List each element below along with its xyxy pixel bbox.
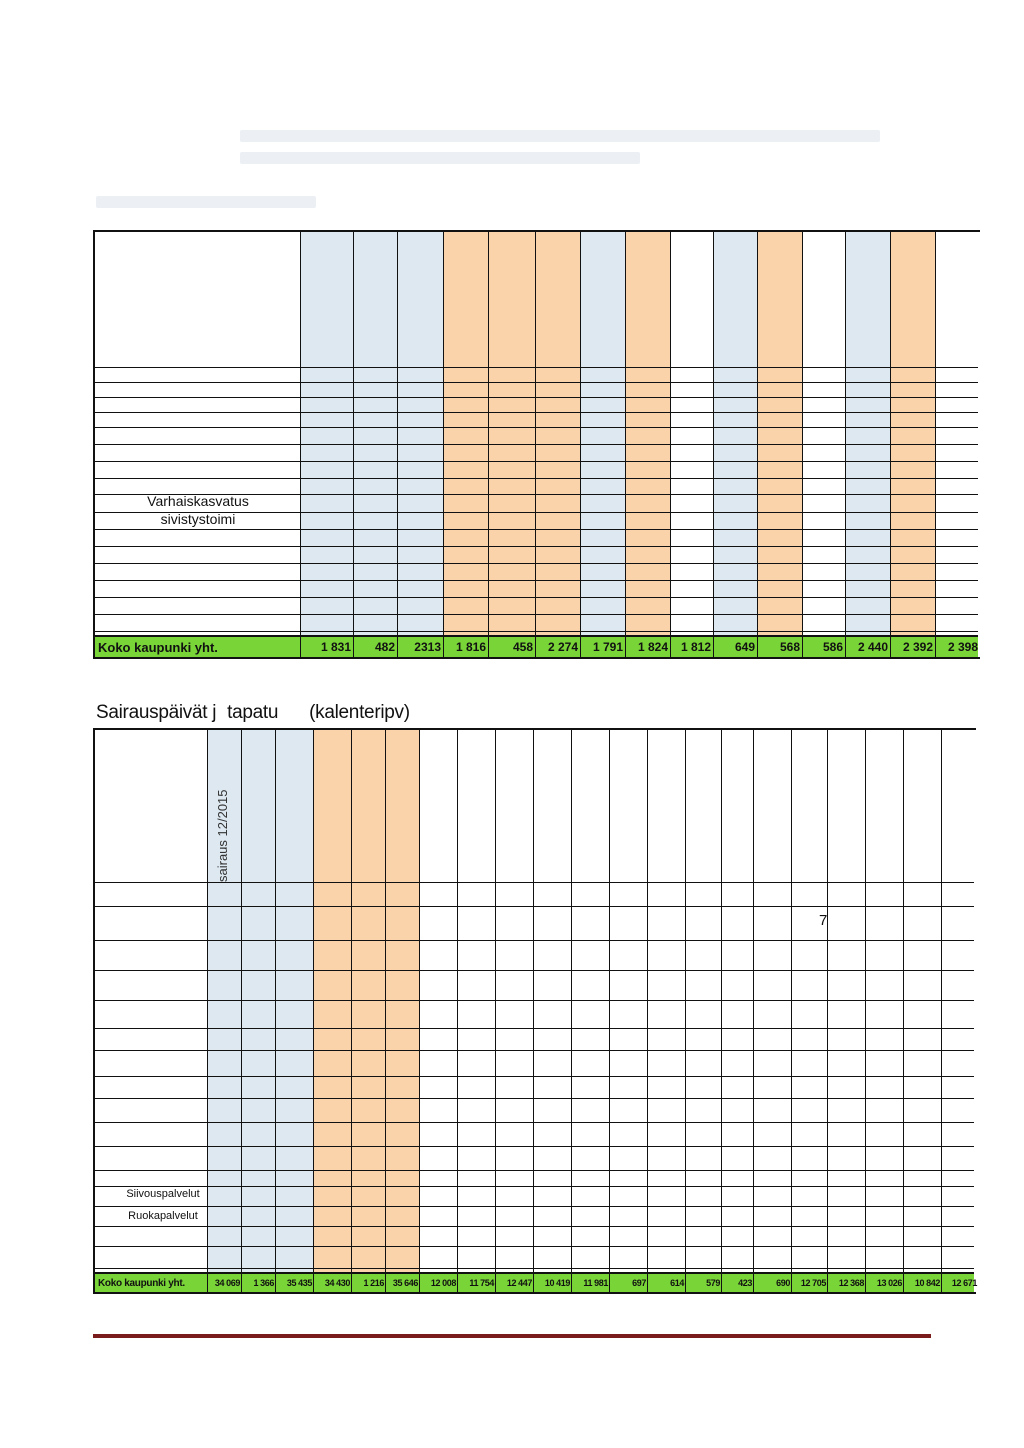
data-column [941, 730, 978, 1292]
total-value: 12 008 [419, 1274, 457, 1292]
data-column [865, 730, 903, 1292]
total-value: 10 842 [903, 1274, 941, 1292]
total-value: 2313 [397, 637, 443, 657]
total-value: 586 [802, 637, 845, 657]
row-divider [95, 461, 978, 462]
total-value: 11 981 [571, 1274, 609, 1292]
row-divider [95, 1246, 974, 1247]
total-value: 12 447 [495, 1274, 533, 1292]
row-divider [95, 906, 974, 907]
data-column [419, 730, 457, 1292]
total-value: 2 440 [845, 637, 890, 657]
total-label: Koko kaupunki yht. [98, 639, 218, 655]
caption-part-2: tapatu [227, 702, 279, 723]
total-value: 1 216 [351, 1274, 385, 1292]
row-divider [95, 1226, 974, 1227]
total-value: 1 791 [580, 637, 625, 657]
row-divider [95, 427, 978, 428]
vertical-column-header: sairaus 12/2015 [215, 789, 230, 882]
row-divider [95, 382, 978, 383]
data-column [313, 730, 351, 1292]
absence-table-1 [93, 230, 980, 659]
data-column [495, 730, 533, 1292]
row-divider [95, 1122, 974, 1123]
row-label-sivistystoimi: sivistystoimi [160, 511, 236, 527]
data-column [571, 730, 609, 1292]
total-value: 10 419 [533, 1274, 571, 1292]
row-label-ruokapalvelut: Ruokapalvelut [128, 1210, 198, 1222]
row-divider [95, 970, 974, 971]
total-value: 614 [647, 1274, 685, 1292]
row-divider [95, 614, 978, 615]
data-column [275, 730, 313, 1292]
total-value: 1 816 [443, 637, 488, 657]
row-divider [95, 1206, 974, 1207]
data-column [351, 730, 385, 1292]
total-value: 1 831 [300, 637, 353, 657]
total-value: 11 754 [457, 1274, 495, 1292]
total-value: 13 026 [865, 1274, 903, 1292]
row-divider [95, 546, 978, 547]
data-column [685, 730, 721, 1292]
total-value: 12 368 [827, 1274, 865, 1292]
table-2-total-row [95, 1272, 977, 1292]
faint-heading-line-2 [240, 152, 640, 164]
total-value: 34 069 [207, 1274, 241, 1292]
row-divider [95, 882, 974, 883]
row-divider [95, 397, 978, 398]
table-2-caption [96, 702, 410, 724]
caption-part-1: Sairauspäivät j [96, 702, 217, 723]
total-value: 35 646 [385, 1274, 419, 1292]
row-divider [95, 412, 978, 413]
data-column [385, 730, 419, 1292]
row-divider [95, 1000, 974, 1001]
row-divider [95, 1050, 974, 1051]
row-divider [95, 1146, 974, 1147]
data-column [533, 730, 571, 1292]
total-value: 423 [721, 1274, 753, 1292]
row-divider [95, 580, 978, 581]
table-1-total-row [95, 635, 978, 657]
total-value: 690 [753, 1274, 791, 1292]
total-value: 458 [488, 637, 535, 657]
row-label-varhaiskasvatus: Varhaiskasvatus [147, 493, 249, 509]
row-divider [95, 597, 978, 598]
total-value: 568 [757, 637, 802, 657]
row-divider [95, 1076, 974, 1077]
data-column [457, 730, 495, 1292]
row-divider [95, 631, 978, 632]
data-column [791, 730, 827, 1292]
data-column [903, 730, 941, 1292]
total-value: 482 [353, 637, 397, 657]
data-column [647, 730, 685, 1292]
total-value: 1 824 [625, 637, 670, 657]
data-column [609, 730, 647, 1292]
caption-part-3: (kalenteripv) [309, 702, 410, 723]
total-value: 1 812 [670, 637, 713, 657]
total-value: 697 [609, 1274, 647, 1292]
row-divider [95, 1268, 974, 1269]
stray-value: 7 [819, 912, 828, 929]
bottom-rule [93, 1334, 931, 1338]
total-value: 2 392 [890, 637, 935, 657]
total-value: 2 274 [535, 637, 580, 657]
row-divider [95, 563, 978, 564]
total-value: 34 430 [313, 1274, 351, 1292]
row-divider [95, 478, 978, 479]
row-divider [95, 529, 978, 530]
faint-heading-line-1 [240, 130, 880, 142]
total-value: 12 705 [791, 1274, 827, 1292]
total-value: 649 [713, 637, 757, 657]
total-value: 579 [685, 1274, 721, 1292]
row-divider [95, 940, 974, 941]
data-column [827, 730, 865, 1292]
row-label-siivouspalvelut: Siivouspalvelut [126, 1188, 200, 1200]
row-divider [95, 1098, 974, 1099]
row-divider [95, 1028, 974, 1029]
data-column [241, 730, 275, 1292]
total-value: 12 671 [941, 1274, 978, 1292]
faint-subheading [96, 196, 316, 208]
data-column [753, 730, 791, 1292]
row-divider [95, 367, 978, 368]
row-divider [95, 1186, 974, 1187]
total-value: 2 398 [935, 637, 980, 657]
row-divider [95, 1170, 974, 1171]
data-column [721, 730, 753, 1292]
total-label: Koko kaupunki yht. [98, 1277, 185, 1289]
row-divider [95, 444, 978, 445]
total-value: 1 366 [241, 1274, 275, 1292]
total-value: 35 435 [275, 1274, 313, 1292]
